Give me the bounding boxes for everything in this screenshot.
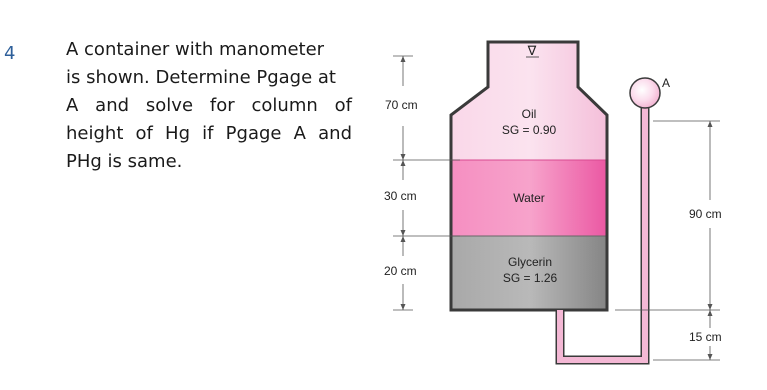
right-dimension-lines xyxy=(615,121,720,360)
glycerin-name-label: Glycerin xyxy=(507,255,553,269)
oil-height-label: 70 cm xyxy=(385,98,418,112)
question-line-2: is shown. Determine Pgage at xyxy=(66,67,336,88)
glycerin-height-label: 20 cm xyxy=(384,264,417,278)
question-line-1: A container with manometer xyxy=(66,39,325,60)
oil-sg-label: SG = 0.90 xyxy=(501,123,557,137)
question-line-4: height of Hg if Pgage A and xyxy=(66,123,352,144)
glycerin-sg-label: SG = 1.26 xyxy=(502,271,558,285)
free-surface-icon: ∇ xyxy=(527,43,537,58)
bottom-offset-label: 15 cm xyxy=(689,330,722,344)
question-line-5: PHg is same. xyxy=(66,151,183,172)
question-number: 4 xyxy=(4,43,16,64)
water-name-label: Water xyxy=(513,191,545,205)
question-line-3: A and solve for column of xyxy=(66,95,352,116)
water-height-label: 30 cm xyxy=(384,189,417,203)
manometer-height-label: 90 cm xyxy=(689,207,722,221)
point-a-label: A xyxy=(662,76,671,90)
oil-name-label: Oil xyxy=(521,107,537,121)
bulb-a xyxy=(630,78,660,108)
